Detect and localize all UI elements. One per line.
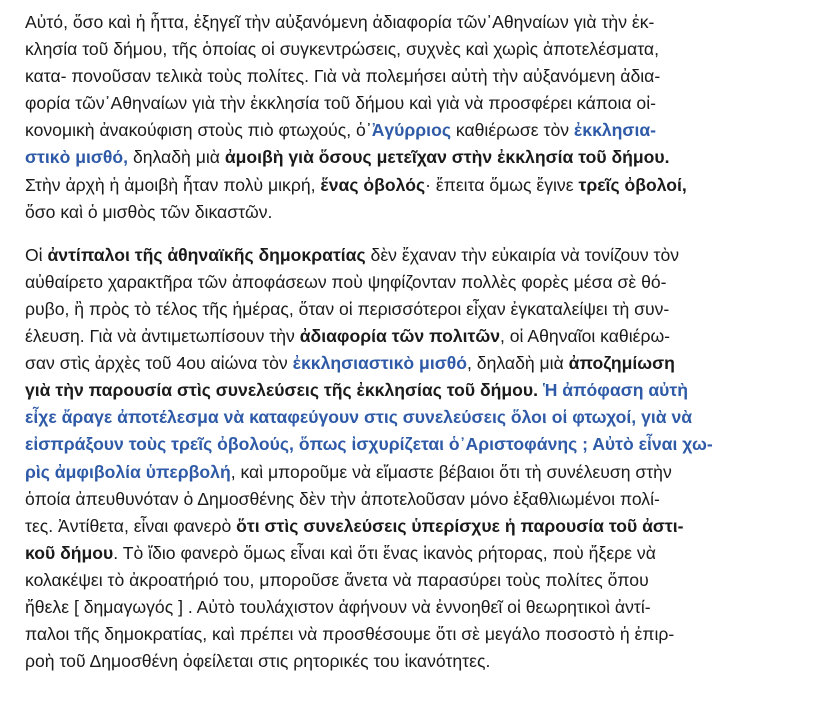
text-line xyxy=(25,459,817,486)
bold-text: γιὰ τὴν παρουσία στὶς συνελεύσεις τῆς ἐκκλησίας τοῦ δήμου. xyxy=(25,380,539,401)
plain-text: , δηλαδὴ μιὰ xyxy=(467,353,569,374)
bold-text: τρεῖς ὀβολοί, xyxy=(578,174,687,195)
paragraph-ekklesiastikos-misthos xyxy=(25,9,817,226)
highlight-name-agyrrios: Ἀγύρριος xyxy=(371,120,451,141)
highlight-question: Ἡ ἀπόφαση αὐτὴ xyxy=(538,380,689,401)
text-line xyxy=(25,513,817,540)
bold-text: κοῦ δήμου xyxy=(25,542,114,563)
plain-text: δηλαδὴ μιὰ xyxy=(128,147,225,168)
highlight-term: στικὸ μισθό, xyxy=(25,147,129,168)
plain-text: , οἱ Αθηναῖοι καθιέρω- xyxy=(500,326,671,347)
text-line: αὐθαίρετο χαρακτῆρα τῶν ἀποφάσεων ποὺ ψηφίζονταν πολλὲς φορὲς μέσα σὲ θό- xyxy=(25,271,667,292)
plain-text: δὲν ἔχαναν τὴν εὐκαιρία νὰ τονίζουν τὸν xyxy=(365,244,680,265)
plain-text: τες. Ἀντίθετα, εἶναι φανερὸ xyxy=(25,515,237,536)
text-line xyxy=(25,323,817,350)
text-line: φορία τῶν᾿Αθηναίων γιὰ τὴν ἐκκλησία τοῦ δήμου καὶ γιὰ νὰ προσφέρει κάποια οἰ- xyxy=(25,93,656,114)
plain-text: σαν στὶς ἀρχὲς τοῦ 4ου αἰώνα τὸν xyxy=(25,353,293,374)
highlight-term: ἐκκλησια- xyxy=(573,120,657,141)
plain-text: · ἔπειτα ὅμως ἔγινε xyxy=(425,174,579,195)
text-line xyxy=(25,172,817,199)
bold-text: ἀδιαφορία τῶν πολιτῶν xyxy=(299,326,500,347)
text-line: ροὴ τοῦ Δημοσθένη ὀφείλεται στις ρητορικές του ἱκανότητες. xyxy=(25,651,491,672)
plain-text: Στὴν ἀρχὴ ἡ ἀμοιβὴ ἦταν πολὺ μικρή, xyxy=(25,174,321,195)
bold-text: ἕνας ὀβολός xyxy=(320,174,426,195)
text-line: παλοι τῆς δημοκρατίας, καὶ πρέπει νὰ προσθέσουμε ὅτι σὲ μεγάλο ποσοστὸ ἡ ἐπιρ- xyxy=(25,624,675,645)
bold-text: ἀμοιβὴ γιὰ ὅσους μετεῖχαν στὴν ἐκκλησία τοῦ δήμου. xyxy=(224,147,670,168)
highlight-question: ρὶς ἀμφιβολία ὑπερβολή xyxy=(25,461,231,482)
highlight-term: ἐκκλησιαστικὸ μισθό xyxy=(292,353,468,374)
bold-text: ἀποζημίωση xyxy=(568,353,675,374)
highlight-question-line: εἶχε ἄραγε ἀποτέλεσμα νὰ καταφεύγουν στις συνελεύσεις ὅλοι οἱ φτωχοί, γιὰ νὰ xyxy=(25,407,693,428)
highlight-question-line: εἰσπράξουν τοὺς τρεῖς ὀβολούς, ὅπως ἰσχυρίζεται ὁ᾿Αριστοφάνης ; Αὐτὸ εἶναι χω- xyxy=(25,434,713,455)
paragraph-opponents-of-democracy xyxy=(25,242,817,676)
text-line: κατα- πονοῦσαν τελικὰ τοὺς πολίτες. Γιὰ νὰ πολεμήσει αὐτὴ τὴν αὐξανόμενη ἀδια- xyxy=(25,66,661,87)
text-line xyxy=(25,350,817,377)
plain-text: Οἱ xyxy=(25,244,48,265)
text-line xyxy=(25,242,817,269)
text-line: ὅσο καὶ ὁ μισθὸς τῶν δικαστῶν. xyxy=(25,201,273,222)
bold-text: ὅτι στὶς συνελεύσεις ὑπερίσχυε ἡ παρουσία τοῦ ἀστι- xyxy=(236,515,684,536)
plain-text: έλευση. Γιὰ νὰ ἀντιμετωπίσουν τὴν xyxy=(25,326,300,347)
plain-text: . Τὸ ἴδιο φανερὸ ὅμως εἶναι καὶ ὅτι ἕνας ἱκανὸς ρήτορας, ποὺ ἤξερε νὰ xyxy=(113,542,656,563)
text-line xyxy=(25,377,817,404)
text-line: ἤθελε [ δημαγωγός ] . Αὐτὸ τουλάχιστον ἀφήνουν νὰ ἐννοηθεῖ οἱ θεωρητικοὶ ἀντί- xyxy=(25,596,651,617)
plain-text: καθιέρωσε τὸν xyxy=(450,120,574,141)
text-line: ὁποία ἀπευθυνόταν ὁ Δημοσθένης δὲν τὴν ἀποτελοῦσαν μόνο ἐξαθλιωμένοι πολί- xyxy=(25,488,660,509)
plain-text: κονομικὴ ἀνακούφιση στοὺς πιὸ φτωχούς, ὁ᾿ xyxy=(25,120,372,141)
text-line: κλησία τοῦ δήμου, τῆς ὁποίας οἱ συγκεντρώσεις, συχνὲς καὶ χωρὶς ἀποτελέσματα, xyxy=(25,39,659,60)
plain-text: , καὶ μποροῦμε νὰ εἴμαστε βέβαιοι ὅτι τὴ συνέλευση στὴν xyxy=(230,461,672,482)
bold-text: ἀντίπαλοι τῆς ἀθηναϊκῆς δημοκρατίας xyxy=(47,244,366,265)
text-line: κολακέψει τὸ ἀκροατήριό του, μποροῦσε ἄνετα νὰ παρασύρει τοὺς πολίτες ὅπου xyxy=(25,569,649,590)
text-line xyxy=(25,117,817,144)
text-line: ρυβο, ἢ πρὸς τὸ τέλος τῆς ἡμέρας, ὅταν οἱ περισσότεροι εἶχαν ἐγκαταλείψει τὴ συν- xyxy=(25,298,670,319)
text-line xyxy=(25,540,817,567)
text-line: Αὐτό, ὅσο καὶ ἡ ἧττα, ἐξηγεῖ τὴν αὐξανόμενη ἀδιαφορία τῶν᾿Αθηναίων γιὰ τὴν ἐκ- xyxy=(25,12,655,32)
text-line xyxy=(25,144,817,171)
